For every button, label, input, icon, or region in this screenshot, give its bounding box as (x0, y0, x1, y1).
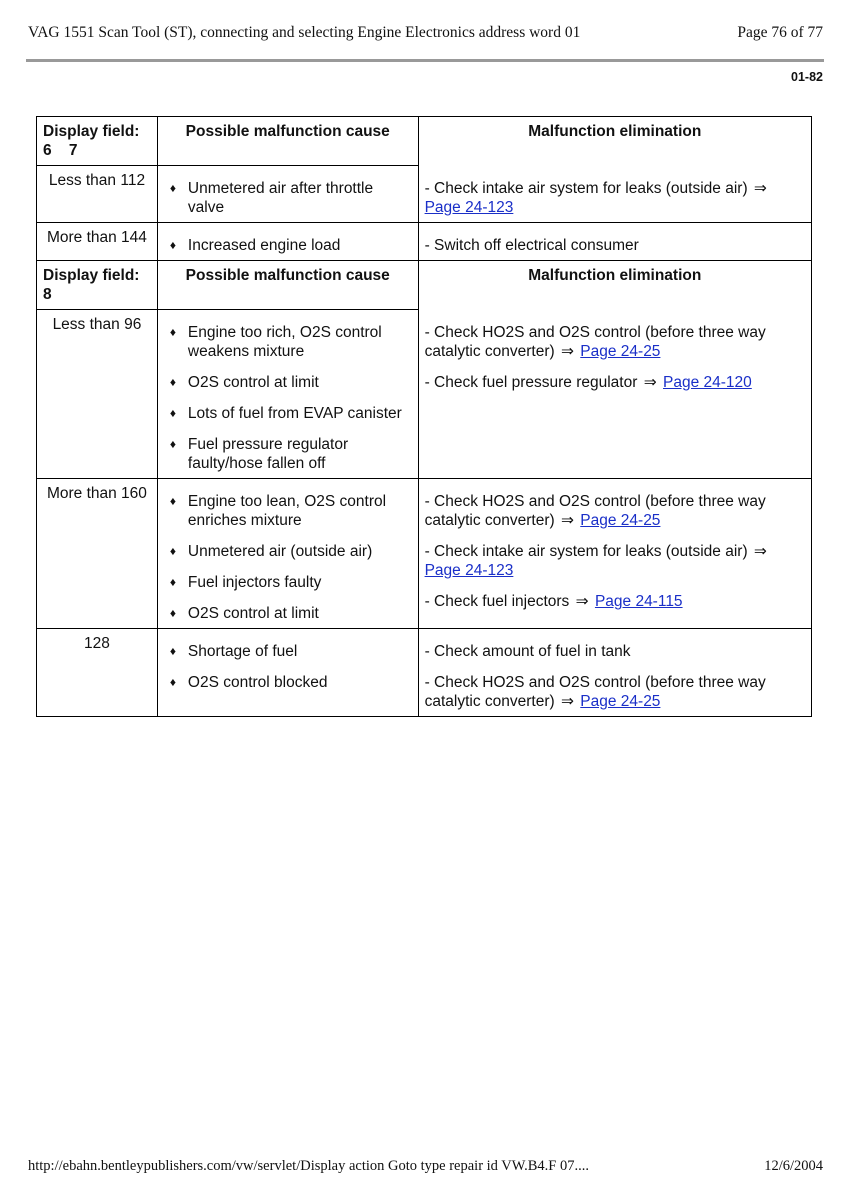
diamond-bullet-icon: ♦ (169, 575, 177, 589)
document-title: VAG 1551 Scan Tool (ST), connecting and selecting Engine Electronics address word 01 (28, 24, 581, 41)
cause-item (164, 404, 412, 423)
display-field-header (37, 261, 158, 310)
table-row (37, 479, 812, 629)
cause-item (164, 573, 412, 592)
table-row (37, 166, 812, 223)
elimination-column-header: Malfunction elimination (418, 117, 811, 166)
elimination-cell (418, 223, 811, 261)
cause-text: Increased engine load (187, 237, 341, 254)
cause-text: O2S control at limit (187, 374, 319, 391)
elimination-cell (418, 166, 811, 223)
elimination-text: - Check HO2S and O2S control (before three way catalytic converter) (424, 323, 766, 360)
table-row (37, 223, 812, 261)
elimination-text: - Check fuel pressure regulator (424, 373, 638, 391)
page-reference-link[interactable]: Page 24-123 (424, 562, 514, 579)
elimination-step (425, 373, 805, 392)
double-arrow-icon: ⇒ (560, 342, 574, 360)
cause-list (164, 179, 412, 217)
cause-text: Unmetered air (outside air) (187, 543, 373, 560)
double-arrow-icon: ⇒ (560, 693, 574, 710)
page-reference-link[interactable]: Page 24-123 (424, 198, 514, 216)
cause-cell (157, 629, 418, 717)
page-reference-link[interactable]: Page 24-115 (594, 593, 683, 610)
diamond-bullet-icon: ♦ (169, 238, 177, 252)
cause-item (164, 236, 412, 255)
diagnostic-table (36, 116, 812, 717)
header-row (37, 117, 812, 166)
cause-text: Shortage of fuel (187, 643, 298, 660)
double-arrow-icon: ⇒ (753, 179, 767, 197)
cause-text: O2S control blocked (187, 674, 328, 691)
elimination-column-header: Malfunction elimination (418, 261, 811, 310)
elimination-step (425, 492, 805, 530)
table-row (37, 629, 812, 717)
double-arrow-icon: ⇒ (753, 543, 767, 560)
elimination-text: - Check intake air system for leaks (outside air) (424, 543, 748, 560)
page-number: Page 76 of 77 (737, 24, 823, 41)
cause-item (164, 673, 412, 692)
display-field-numbers: 6 7 (43, 142, 78, 159)
display-value: Less than 96 (37, 310, 158, 479)
display-field-header (37, 117, 158, 166)
double-arrow-icon: ⇒ (560, 512, 574, 529)
cause-cell (157, 479, 418, 629)
cause-text: Fuel injectors faulty (187, 574, 322, 591)
table-row (37, 310, 812, 479)
cause-cell (157, 310, 418, 479)
display-value: More than 144 (37, 223, 158, 261)
cause-item (164, 642, 412, 661)
display-field-label: Display field: (43, 267, 140, 284)
cause-list (164, 236, 412, 255)
elimination-text: - Switch off electrical consumer (424, 237, 639, 254)
cause-item (164, 323, 412, 361)
elimination-step (425, 323, 805, 361)
elimination-cell (418, 310, 811, 479)
display-value: More than 160 (37, 479, 158, 629)
diamond-bullet-icon: ♦ (169, 675, 177, 689)
elimination-text: - Check amount of fuel in tank (424, 643, 631, 660)
elimination-text: - Check intake air system for leaks (outside air) (424, 179, 748, 197)
page-reference-link[interactable]: Page 24-25 (580, 342, 661, 360)
cause-text: Lots of fuel from EVAP canister (187, 405, 402, 422)
print-date: 12/6/2004 (764, 1158, 823, 1174)
cause-list (164, 492, 412, 623)
elimination-step (425, 673, 805, 711)
elimination-text: - Check HO2S and O2S control (before three way catalytic converter) (424, 493, 766, 529)
double-arrow-icon: ⇒ (643, 373, 657, 391)
cause-cell (157, 166, 418, 223)
elimination-cell (418, 479, 811, 629)
diamond-bullet-icon: ♦ (169, 494, 177, 508)
section-code: 01-82 (791, 70, 823, 84)
cause-item (164, 373, 412, 392)
elimination-step (425, 236, 805, 255)
display-field-numbers: 8 (43, 286, 52, 303)
elimination-step (425, 179, 805, 217)
cause-text: Engine too lean, O2S control enriches mixture (187, 493, 387, 529)
display-value: Less than 112 (37, 166, 158, 223)
cause-item (164, 604, 412, 623)
elimination-cell (418, 629, 811, 717)
diamond-bullet-icon: ♦ (169, 325, 177, 339)
cause-item (164, 542, 412, 561)
elimination-text: - Check HO2S and O2S control (before three way catalytic converter) (424, 674, 766, 710)
cause-item (164, 492, 412, 530)
cause-text: O2S control at limit (187, 605, 319, 622)
display-field-label: Display field: (43, 123, 140, 140)
source-url: http://ebahn.bentleypublishers.com/vw/servlet/Display action Goto type repair id VW.B4.F 07.... (28, 1158, 589, 1174)
cause-text: Fuel pressure regulator faulty/hose fallen off (187, 436, 349, 472)
cause-cell (157, 223, 418, 261)
cause-text: Engine too rich, O2S control weakens mixture (187, 324, 382, 360)
diamond-bullet-icon: ♦ (169, 406, 177, 420)
header-row (37, 261, 812, 310)
elimination-step (425, 642, 805, 661)
diamond-bullet-icon: ♦ (169, 181, 177, 195)
cause-column-header: Possible malfunction cause (157, 117, 418, 166)
elimination-step (425, 592, 805, 611)
diamond-bullet-icon: ♦ (169, 644, 177, 658)
page-header (28, 24, 823, 44)
page-footer (28, 1158, 823, 1176)
display-value: 128 (37, 629, 158, 717)
diamond-bullet-icon: ♦ (169, 606, 177, 620)
cause-item (164, 179, 412, 217)
page-reference-link[interactable]: Page 24-25 (580, 512, 661, 529)
diamond-bullet-icon: ♦ (169, 437, 177, 451)
cause-list (164, 323, 412, 473)
page-reference-link[interactable]: Page 24-25 (580, 693, 661, 710)
header-divider (26, 59, 824, 62)
double-arrow-icon: ⇒ (575, 593, 589, 610)
elimination-step (425, 542, 805, 580)
diamond-bullet-icon: ♦ (169, 544, 177, 558)
cause-text: Unmetered air after throttle valve (187, 180, 374, 216)
cause-item (164, 435, 412, 473)
diamond-bullet-icon: ♦ (169, 375, 177, 389)
elimination-text: - Check fuel injectors (424, 593, 570, 610)
page-reference-link[interactable]: Page 24-120 (663, 373, 752, 391)
cause-list (164, 642, 412, 692)
cause-column-header: Possible malfunction cause (157, 261, 418, 310)
